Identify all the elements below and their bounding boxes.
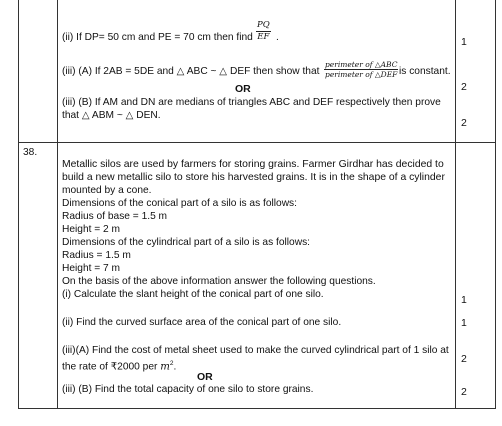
marks-q-prev-iii-b: 2 <box>461 117 467 129</box>
or-label-q38: OR <box>197 371 213 383</box>
q38-line-4: Dimensions of the conical part of a silo is as follows: <box>62 198 297 209</box>
column-divider-right <box>455 0 456 408</box>
q-prev-part-ii-text: (ii) If DP= 50 cm and PE = 70 cm then find <box>62 32 253 43</box>
marks-q38-i: 1 <box>461 294 467 306</box>
q-prev-part-iii-b-line1: (iii) (B) If AM and DN are medians of triangles ABC and DEF respectively then prove <box>62 97 441 108</box>
unit-exponent: 2 <box>169 360 174 367</box>
perimeter-ratio-numerator: perimeter of △ABC <box>325 60 398 69</box>
q38-part-i: (i) Calculate the slant height of the conical part of one silo. <box>62 289 324 300</box>
marks-q-prev-ii: 1 <box>461 36 467 48</box>
q38-line-7: Dimensions of the cylindrical part of a silo is as follows: <box>62 237 310 248</box>
q38-line-5: Radius of base = 1.5 m <box>62 211 168 222</box>
q38-part-iii-a-line2 <box>62 358 176 373</box>
q-prev-part-iii-a-tail: is constant. <box>399 66 451 77</box>
marks-q38-ii: 1 <box>461 317 467 329</box>
perimeter-ratio <box>324 60 398 79</box>
q38-line-9: Height = 7 m <box>62 263 121 274</box>
marks-q-prev-iii-a: 2 <box>461 81 467 93</box>
marks-q38-iii-b: 2 <box>461 386 467 398</box>
column-divider-left <box>57 0 58 408</box>
q-prev-part-iii-a-text: (iii) (A) If 2AB = 5DE and △ ABC ~ △ DEF then show that <box>62 66 320 77</box>
q38-line-2: build a new metallic silo to store his harvested grains. It is in the shape of a cylinder <box>62 172 445 183</box>
marks-q38-iii-a: 2 <box>461 353 467 365</box>
question-table <box>18 0 496 409</box>
ratio-numerator: PQ <box>257 20 270 30</box>
row-divider <box>19 142 495 143</box>
ratio-denominator: EF <box>257 32 270 42</box>
q38-line-8: Radius = 1.5 m <box>62 250 131 261</box>
q-prev-part-iii-b-line2: that △ ABM ~ △ DEN. <box>62 110 161 121</box>
q38-line-1: Metallic silos are used by farmers for storing grains. Farmer Girdhar has decided to <box>62 159 444 170</box>
unit-m: m <box>160 361 170 373</box>
q38-line-6: Height = 2 m <box>62 224 121 235</box>
q38-part-ii: (ii) Find the curved surface area of the conical part of one silo. <box>62 317 342 328</box>
q-prev-part-ii <box>62 32 253 44</box>
question-number: 38. <box>23 147 38 158</box>
q38-part-iii-a-line1: (iii)(A) Find the cost of metal sheet used to make the curved cylindrical part of 1 silo at <box>62 345 449 356</box>
q38-part-iii-b: (iii) (B) Find the total capacity of one silo to store grains. <box>62 384 314 395</box>
q38-line-3: mounted by a cone. <box>62 185 152 196</box>
rate-tail: . <box>173 361 177 373</box>
q38-line-10: On the basis of the above information answer the following questions. <box>62 276 376 287</box>
q-prev-part-ii-tail: . <box>276 32 279 43</box>
rate-text: the rate of ₹2000 per <box>62 361 161 373</box>
ratio-pq-ef <box>256 20 271 43</box>
or-label-prev: OR <box>235 83 251 95</box>
perimeter-ratio-denominator: perimeter of △DEF <box>325 70 398 79</box>
